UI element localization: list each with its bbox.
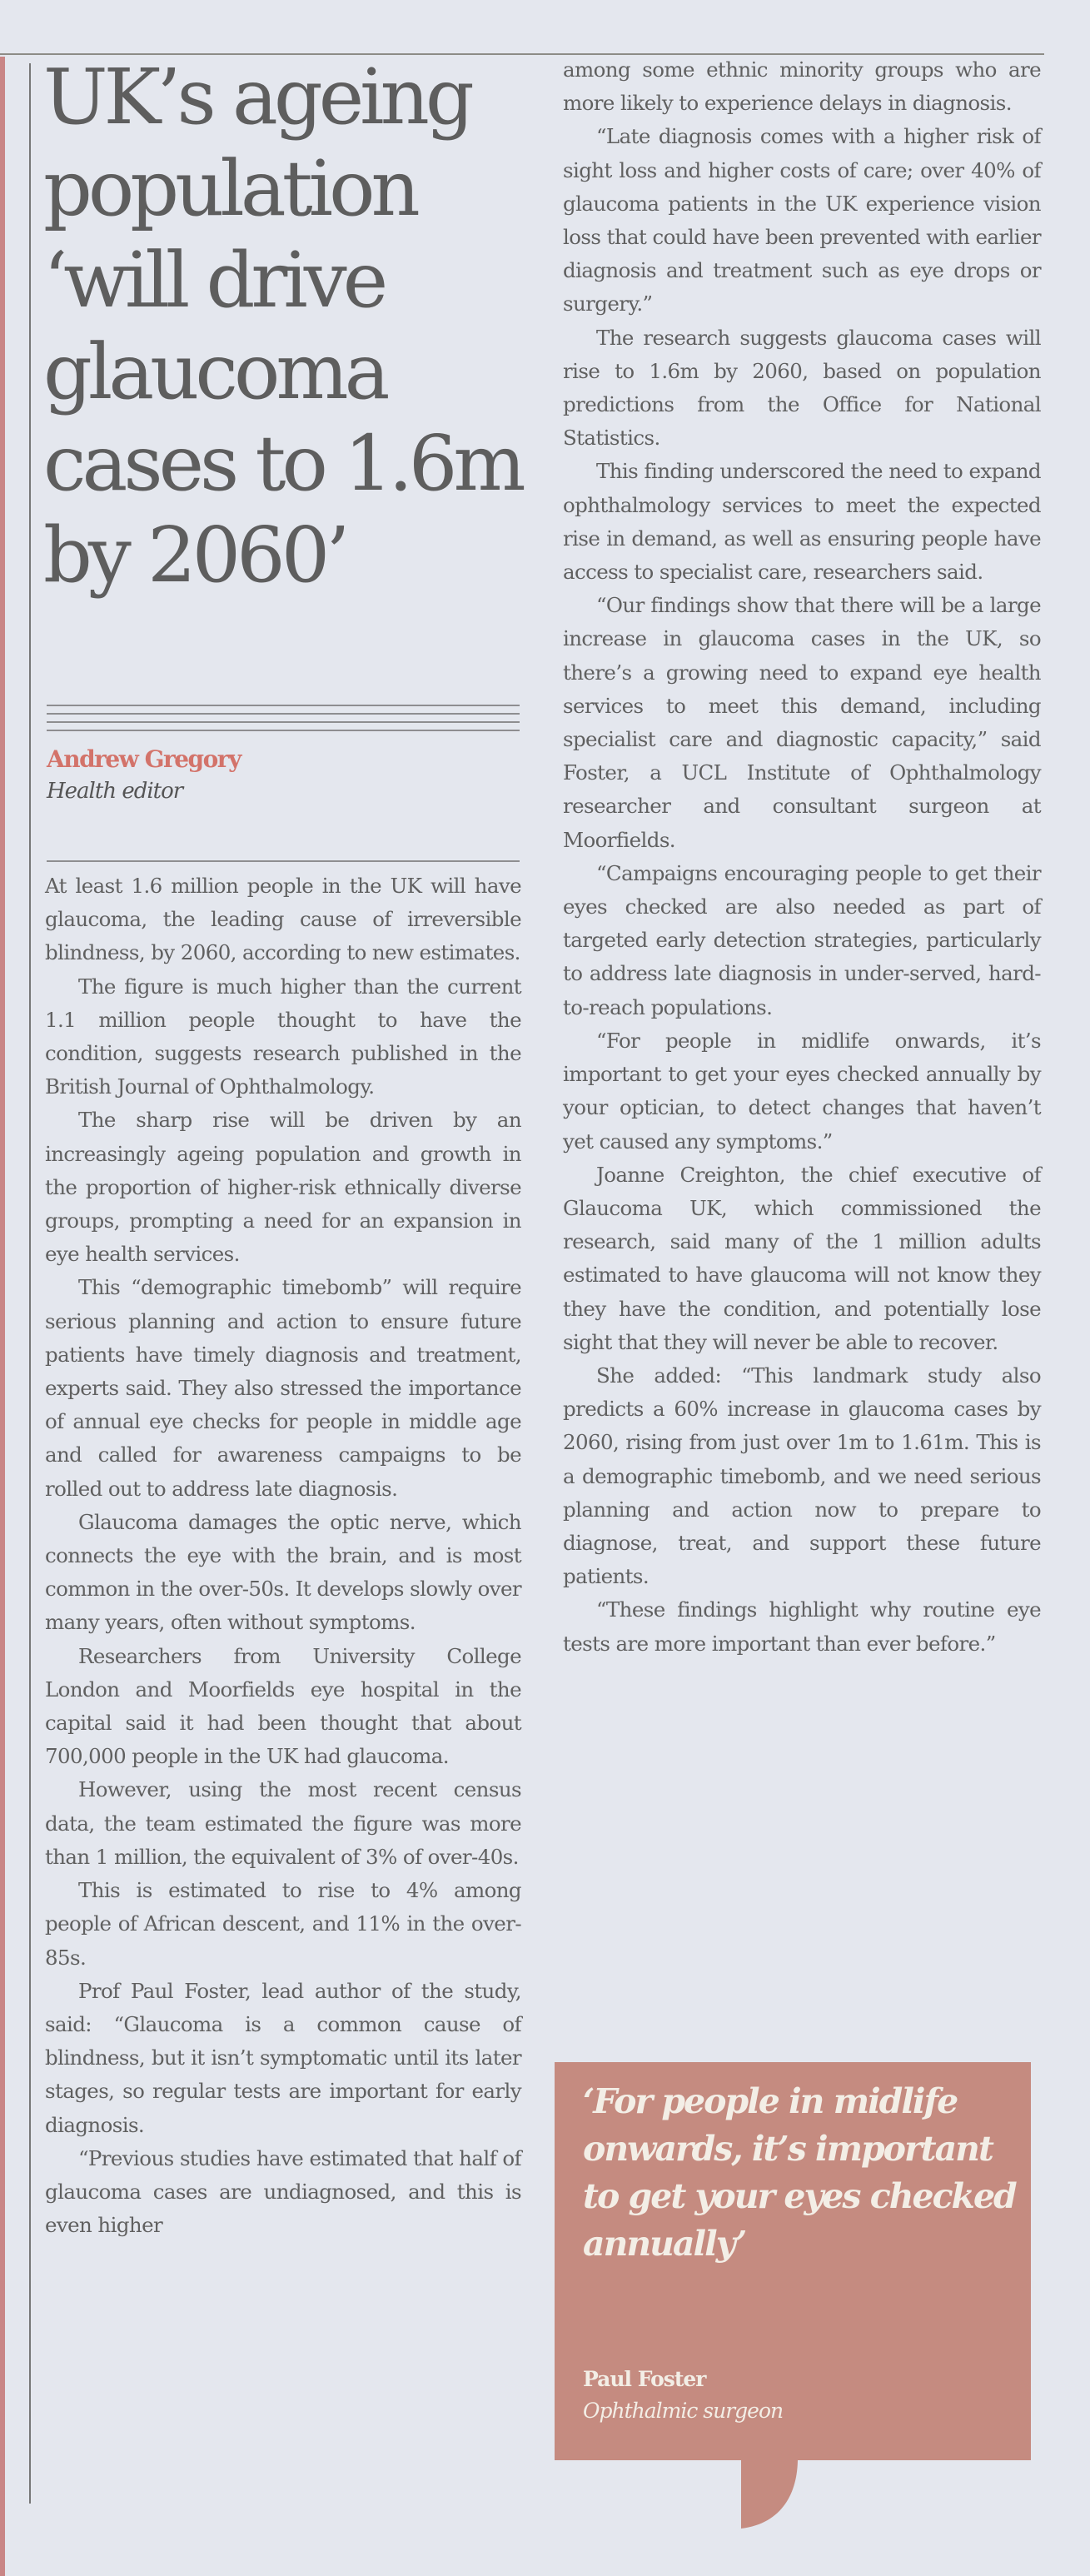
- headline-line: cases to 1.6m: [43, 419, 522, 508]
- article-body-left-column: [45, 869, 521, 2242]
- paragraph: “Previous studies have estimated that half of glaucoma cases are undiagnosed, and this is even higher: [45, 2145, 521, 2238]
- pull-quote-speaker-role: Ophthalmic surgeon: [583, 2399, 784, 2423]
- paragraph: among some ethnic minority groups who are more likely to experience delays in diagnosis.: [563, 57, 1041, 116]
- headline-line: glaucoma: [43, 327, 386, 416]
- pull-quote-tail-icon: [741, 2459, 798, 2529]
- paragraph: The sharp rise will be driven by an increasingly ageing population and growth in the proportion of higher-risk ethnically diverse groups, prompting a need for an expansion in eye health services.: [45, 1108, 521, 1267]
- paragraph: This finding underscored the need to expand ophthalmology services to meet the expected rise in demand, as well as ensuring people have access to specialist care, researchers said.: [563, 459, 1041, 585]
- body-rule: [47, 860, 520, 862]
- byline-rule: [47, 721, 520, 723]
- byline-rule: [47, 713, 520, 715]
- article-body-right-column: [563, 53, 1041, 1661]
- paragraph: “Our findings show that there will be a large increase in glaucoma cases in the UK, so there’s a growing need to expand eye health services to meet this demand, including specialist care and diagnostic capacity,” said Foster, a UCL Institute of Ophthalmology researcher and consultant surgeon at Moorfields.: [563, 593, 1041, 852]
- paragraph: This “demographic timebomb” will require serious planning and action to ensure future patients have timely diagnosis and treatment, experts said. They also stressed the importance of annual eye checks for people in middle age and called for awareness campaigns to be rolled out to address late diagnosis.: [45, 1275, 521, 1501]
- headline-line: by 2060’: [43, 511, 346, 600]
- paragraph: Joanne Creighton, the chief executive of Glaucoma UK, which commissioned the research, said many of the 1 million adults estimated to have glaucoma will not know they they have the condition, and potentially lose sight that they will never be able to recover.: [563, 1162, 1041, 1354]
- paragraph: At least 1.6 million people in the UK will have glaucoma, the leading cause of irreversible blindness, by 2060, according to new estimates.: [45, 874, 521, 965]
- pull-quote-text: ‘For people in midlife onwards, it’s important to get your eyes checked annually’: [583, 2081, 1016, 2264]
- paragraph: Prof Paul Foster, lead author of the study, said: “Glaucoma is a common cause of blindness, but it isn’t symptomatic until its later stages, so regular tests are important for early diagnosis.: [45, 1978, 521, 2137]
- paragraph: “Campaigns encouraging people to get their eyes checked are also needed as part of targeted early detection strategies, particularly to address late diagnosis in under-served, hard-to-reach populations.: [563, 860, 1041, 1019]
- byline-rule: [47, 730, 520, 731]
- paragraph: The research suggests glaucoma cases will rise to 1.6m by 2060, based on population predictions from the Office for National Statistics.: [563, 325, 1041, 451]
- paragraph: However, using the most recent census data, the team estimated the figure was more than 1 million, the equivalent of 3% of over-40s.: [45, 1777, 521, 1869]
- paragraph: Researchers from University College London and Moorfields eye hospital in the capital said it had been thought that about 700,000 people in the UK had glaucoma.: [45, 1643, 521, 1769]
- paragraph: The figure is much higher than the current 1.1 million people thought to have the condition, suggests research published in the British Journal of Ophthalmology.: [45, 974, 521, 1099]
- section-color-strip: [0, 57, 5, 2576]
- byline-rule: [47, 705, 520, 706]
- byline-author[interactable]: Andrew Gregory: [47, 745, 241, 773]
- headline-line: population: [43, 144, 416, 233]
- headline-line: UK’s ageing: [43, 52, 470, 142]
- paragraph: This is estimated to rise to 4% among people of African descent, and 11% in the over-85s.: [45, 1878, 521, 1970]
- paragraph: “For people in midlife onwards, it’s important to get your eyes checked annually by your optician, to detect changes that haven’t yet caused any symptoms.”: [563, 1028, 1041, 1153]
- headline-line: ‘will drive: [43, 236, 385, 325]
- column-divider: [29, 63, 31, 2504]
- paragraph: She added: “This landmark study also predicts a 60% increase in glaucoma cases by 2060, rising from just over 1m to 1.61m. This is a demographic timebomb, and we need serious planning and action now to prepare to diagnose, treat, and support these future patients.: [563, 1363, 1041, 1589]
- byline-role: Health editor: [47, 779, 183, 804]
- paragraph: “Late diagnosis comes with a higher risk of sight loss and higher costs of care; over 40% of glaucoma patients in the UK experience vision loss that could have been prevented with earlier diagnosis and treatment such as eye drops or surgery.”: [563, 124, 1041, 316]
- paragraph: Glaucoma damages the optic nerve, which connects the eye with the brain, and is most common in the over-50s. It develops slowly over many years, often without symptoms.: [45, 1509, 521, 1635]
- paragraph: “These findings highlight why routine eye tests are more important than ever before.”: [563, 1597, 1041, 1656]
- headline: [43, 52, 543, 601]
- pull-quote-speaker: Paul Foster: [583, 2367, 706, 2391]
